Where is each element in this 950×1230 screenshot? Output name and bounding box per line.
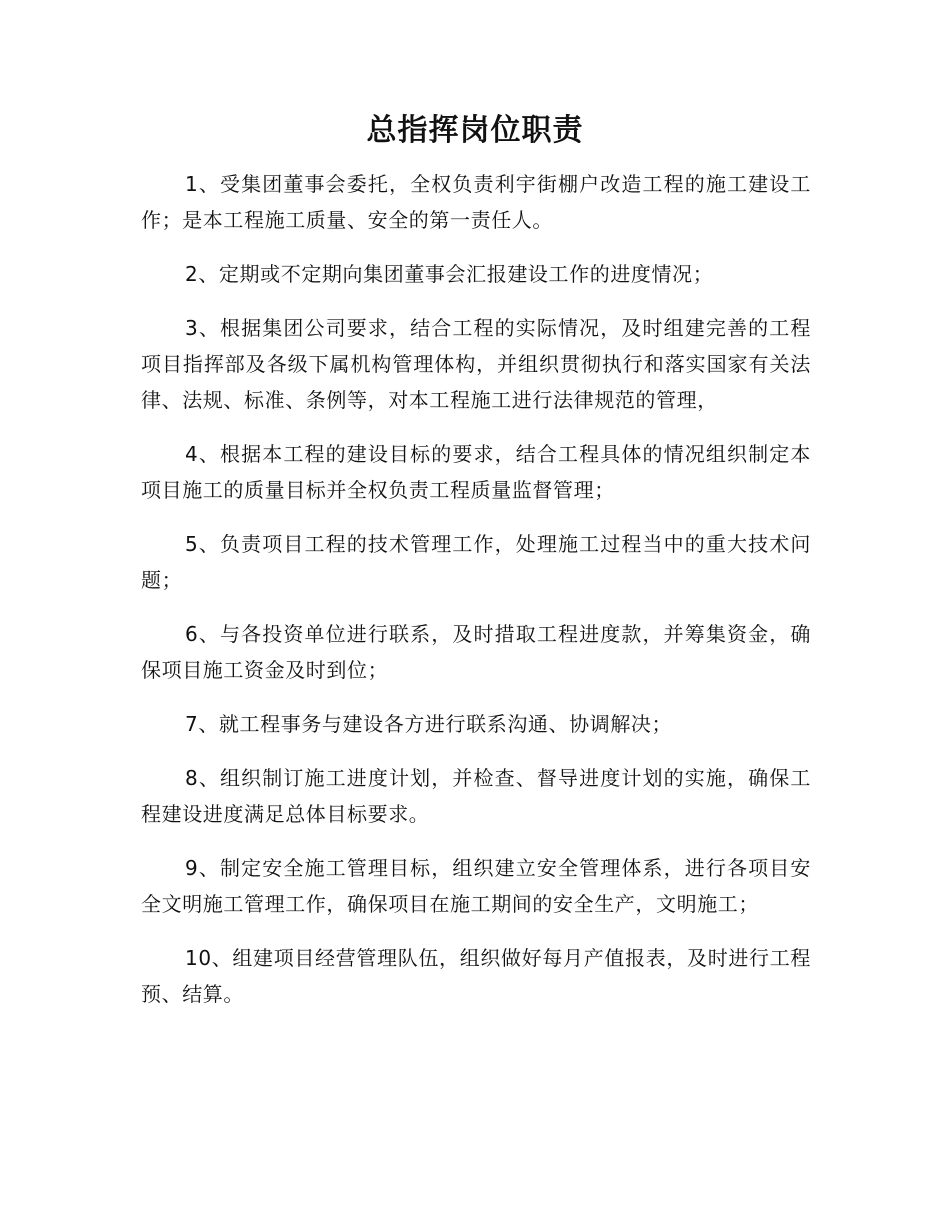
- duty-paragraph-7: 7、就工程事务与建设各方进行联系沟通、协调解决；: [185, 712, 673, 736]
- duty-paragraph-10: 10、组建项目经营管理队伍，组织做好每月产值报表，及时进行工程预、结算。: [141, 946, 811, 1006]
- document-body: [141, 166, 811, 1012]
- duty-paragraph-9: 9、制定安全施工管理目标，组织建立安全管理体系，进行各项目安全文明施工管理工作，确保项目在施工期间的安全生产，文明施工；: [141, 856, 811, 916]
- duty-paragraph-3: 3、根据集团公司要求，结合工程的实际情况，及时组建完善的工程项目指挥部及各级下属机构管理体构，并组织贯彻执行和落实国家有关法律、法规、标准、条例等，对本工程施工进行法律规范的管理，: [141, 316, 811, 412]
- duty-paragraph-4: 4、根据本工程的建设目标的要求，结合工程具体的情况组织制定本项目施工的质量目标并全权负责工程质量监督管理；: [141, 442, 811, 502]
- duty-paragraph-1: 1、受集团董事会委托，全权负责利宇街棚户改造工程的施工建设工作；是本工程施工质量、安全的第一责任人。: [141, 172, 811, 232]
- duty-paragraph-5: 5、负责项目工程的技术管理工作，处理施工过程当中的重大技术问题；: [141, 532, 811, 592]
- duty-paragraph-6: 6、与各投资单位进行联系，及时措取工程进度款，并筹集资金，确保项目施工资金及时到位；: [141, 622, 811, 682]
- page-title: 总指挥岗位职责: [366, 113, 584, 148]
- duty-paragraph-8: 8、组织制订施工进度计划，并检查、督导进度计划的实施，确保工程建设进度满足总体目标要求。: [141, 766, 811, 826]
- duty-paragraph-2: 2、定期或不定期向集团董事会汇报建设工作的进度情况；: [185, 262, 714, 286]
